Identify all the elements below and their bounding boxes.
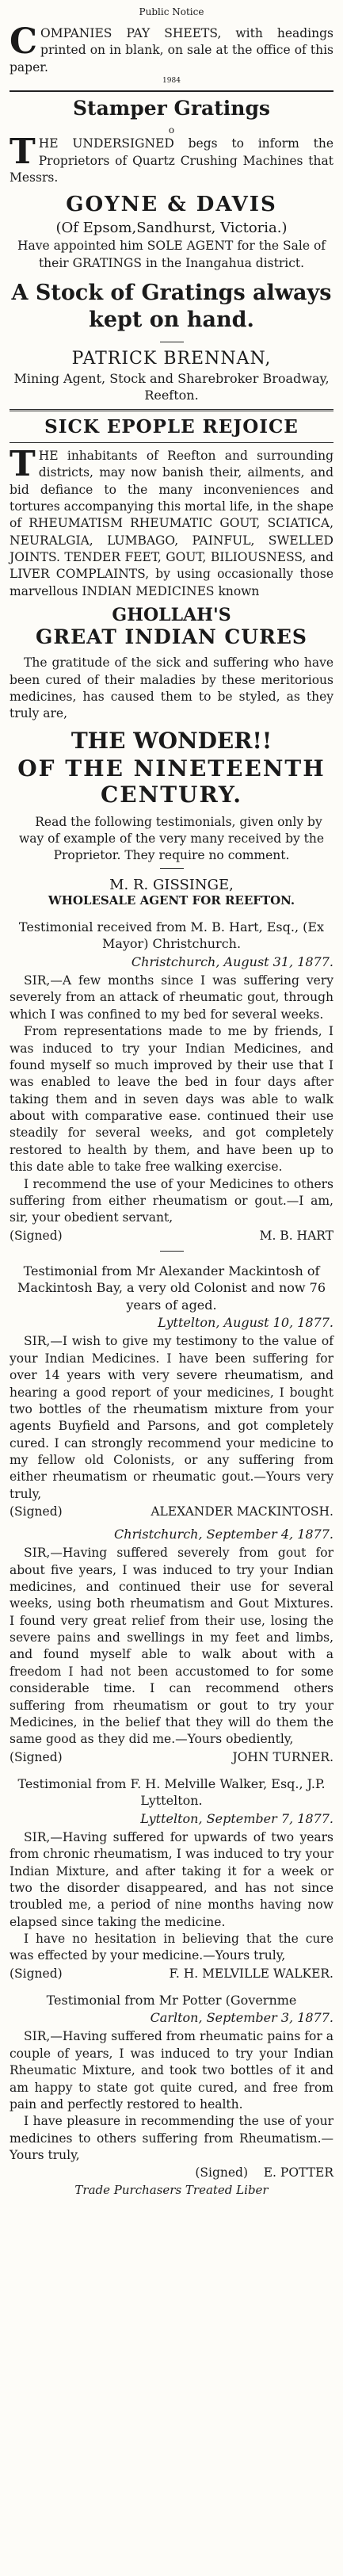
stamper-gratings-ad bbox=[10, 97, 333, 404]
agent-role: Mining Agent, Stock and Sharebroker Broadway, Reefton. bbox=[13, 370, 330, 403]
testimonial-place-date: Christchurch, August 31, 1877. bbox=[131, 954, 333, 970]
trade-footer: Trade Purchasers Treated Liber bbox=[74, 2183, 269, 2198]
testimonial-signature bbox=[10, 1750, 333, 1764]
testimonial-title: Testimonial from Mr Potter (Governme bbox=[46, 1992, 297, 2008]
sick-heading: SICK EPOPLE REJOICE bbox=[44, 415, 299, 438]
testimonial bbox=[10, 1527, 333, 1764]
stamper-divider: o bbox=[168, 124, 175, 136]
testimonial-signature bbox=[10, 1504, 333, 1519]
sick-paragraph-text: HE inhabitants of Reefton and surrounding districts, may now banish their, ailments, and bid defiance to the many inconveniences and tortures accompanying this mortal life, in the shape of RHEUMATISM RHEUMATIC GOUT, SCIATICA, NEURALGIA, LUMBAGO, PAINFUL, SWELLED JOINTS. TENDER FEET, GOUT, BILIOUSNESS, and LIVER COMPLAINTS, by using occasionally those marvellous INDIAN MEDICINES known bbox=[10, 448, 333, 598]
ghollah-heading: GHOLLAH'S bbox=[112, 605, 231, 626]
testimonial-place-date: Christchurch, September 4, 1877. bbox=[114, 1527, 333, 1542]
testimonial bbox=[10, 1992, 333, 2198]
signed-label: (Signed) bbox=[10, 1228, 63, 1243]
testimonial-title: Testimonial from F. H. Melville Walker, Esq., J.P. Lyttelton. bbox=[17, 1775, 326, 1809]
appointment-text: Have appointed him SOLE AGENT for the Sale of their GRATINGS in the Inangahua district. bbox=[17, 239, 326, 270]
agent-name: PATRICK BRENNAN, bbox=[71, 348, 272, 369]
signer-name: ALEXANDER MACKINTOSH. bbox=[151, 1504, 333, 1519]
testimonial-body: From representations made to me by friends, I was induced to try your Indian Medicines, and found myself so much improved by their use that I was enabled to leave the bed in four days after taking them and in seven days was able to walk about with comparative ease. continued their use steadily for several weeks, and got completely restored to health by them, and have been up to this date able to take free walking exercise. bbox=[10, 1024, 333, 1175]
pay-sheets-body: OMPANIES PAY SHEETS, with headings printed on in blank, on sale at the office of this paper. bbox=[10, 26, 333, 75]
page-header: Public Notice bbox=[139, 6, 204, 17]
short-divider bbox=[160, 868, 184, 869]
testimonial bbox=[10, 1263, 333, 1519]
signed-label: (Signed) bbox=[10, 1504, 63, 1519]
divider bbox=[10, 442, 333, 443]
drop-cap: T bbox=[10, 443, 36, 484]
testimonial-body: I recommend the use of your Medicines to others suffering from either rheumatism or gout.—I am, sir, your obedient servant, bbox=[10, 1176, 333, 1225]
signed-label: (Signed) bbox=[10, 1966, 63, 1981]
stamper-intro bbox=[10, 132, 333, 186]
drop-cap: T bbox=[10, 132, 36, 173]
signer-name: JOHN TURNER. bbox=[232, 1749, 333, 1764]
testimonial-body: SIR,—Having suffered from rheumatic pains for a couple of years, I was induced to try your Indian Rheumatic Mixture, and took two bottles of it and am happy to state got quite cured, and free from pain and perfectly restored to health. bbox=[10, 2029, 333, 2112]
divider bbox=[10, 409, 333, 411]
testimonial bbox=[10, 919, 333, 1243]
wholesale-agent-title: WHOLESALE AGENT FOR REEFTON. bbox=[48, 892, 295, 908]
testimonial-body: I have pleasure in recommending the use of your medicines to others suffering from Rheumatism.—Yours truly, bbox=[10, 2114, 333, 2163]
signed-label: (Signed) bbox=[195, 2165, 249, 2180]
signed-label: (Signed) bbox=[10, 1749, 63, 1764]
wholesale-agent-name: M. R. GISSINGE, bbox=[109, 876, 234, 893]
drop-cap: C bbox=[10, 21, 38, 62]
sick-paragraph bbox=[10, 443, 333, 600]
pay-sheets-notice bbox=[10, 21, 333, 86]
firm-name: GOYNE & DAVIS bbox=[66, 193, 277, 217]
pay-sheets-text bbox=[10, 21, 333, 76]
firm-location: (Of Epsom,Sandhurst, Victoria.) bbox=[55, 220, 288, 237]
testimonial-signature bbox=[10, 1229, 333, 1243]
gratitude-text: The gratitude of the sick and suffering who have been cured of their maladies by these meritorious medicines, has caused them to be styled, as they truly are, bbox=[10, 655, 333, 721]
testimonial-body: SIR,—I wish to give my testimony to the value of your Indian Medicines. I have been suffering for over 14 years with very severe rheumatism, and hearing a good report of your medicines, I bought two bottles of the rheumatism mixture from your agents Buyfield and Parsons, and got completely cured. I can strongly recommend your medicine to my fellow old Colonists, or any suffering from either rheumatism or rheumatic gout.—Yours very truly, bbox=[10, 1334, 333, 1501]
short-divider bbox=[160, 1251, 184, 1252]
testimonial-signature bbox=[10, 1966, 333, 1981]
stamper-heading: Stamper Gratings bbox=[72, 97, 270, 120]
testimonial-body: I have no hesitation in believing that the cure was effected by your medicine.—Yours truly, bbox=[10, 1932, 333, 1963]
stock-heading: A Stock of Gratings always kept on hand. bbox=[11, 281, 332, 332]
signer-name: F. H. MELVILLE WALKER. bbox=[169, 1966, 333, 1981]
pay-sheets-tail: 1984 bbox=[162, 77, 181, 86]
testimonial-body: SIR,—Having suffered severely from gout for about five years, I was induced to try your Indian medicines, and continued their use for several weeks, using both rheumatism and Gout Mixtures. I found very great relief from their use, losing the severe pains and swellings in my feet and limbs, and found myself able to walk about with a freedom I had not been accustomed to for some considerable time. I can recommend others suffering from rheumatism or gout to try your Medicines, in the belief that they will do them the same good as they did me.—Yours obediently, bbox=[10, 1546, 333, 1747]
divider bbox=[10, 90, 333, 92]
testimonial-place-date: Carlton, September 3, 1877. bbox=[150, 2010, 333, 2026]
century-heading: OF THE NINETEENTH CENTURY. bbox=[17, 755, 326, 808]
wonder-heading: THE WONDER!! bbox=[71, 727, 272, 754]
testimonial-body: SIR,—Having suffered for upwards of two years from chronic rheumatism, I was induced to try your Indian Mixture, and after taking it for a week or two the disorder disappeared, and has not since troubled me, a period of nine months having now elapsed since taking the medicine. bbox=[10, 1829, 333, 1929]
following-text: Read the following testimonials, given only by way of example of the very many received by the Proprietor. They require no comment. bbox=[18, 814, 325, 863]
testimonial bbox=[10, 1775, 333, 1981]
stamper-intro-text: HE UNDERSIGNED begs to inform the Proprietors of Quartz Crushing Machines that Messrs. bbox=[10, 136, 333, 185]
testimonial-body: SIR,—A few months since I was suffering very severely from an attack of rheumatic gout, through which I was confined to my bed for several weeks. bbox=[10, 973, 333, 1022]
testimonial-signature bbox=[10, 2165, 333, 2180]
testimonial-place-date: Lyttelton, September 7, 1877. bbox=[140, 1810, 333, 1826]
indian-cures-ad bbox=[10, 416, 333, 2198]
testimonial-title: Testimonial received from M. B. Hart, Esq., (Ex Mayor) Christchurch. bbox=[18, 919, 325, 952]
signer-name: M. B. HART bbox=[259, 1228, 333, 1243]
signer-name: E. POTTER bbox=[263, 2165, 333, 2180]
great-indian-cures-heading: GREAT INDIAN CURES bbox=[36, 625, 307, 649]
testimonial-title: Testimonial from Mr Alexander Mackintosh of Mackintosh Bay, a very old Colonist and now 76 years of aged. bbox=[17, 1263, 326, 1313]
testimonial-place-date: Lyttelton, August 10, 1877. bbox=[158, 1315, 333, 1331]
